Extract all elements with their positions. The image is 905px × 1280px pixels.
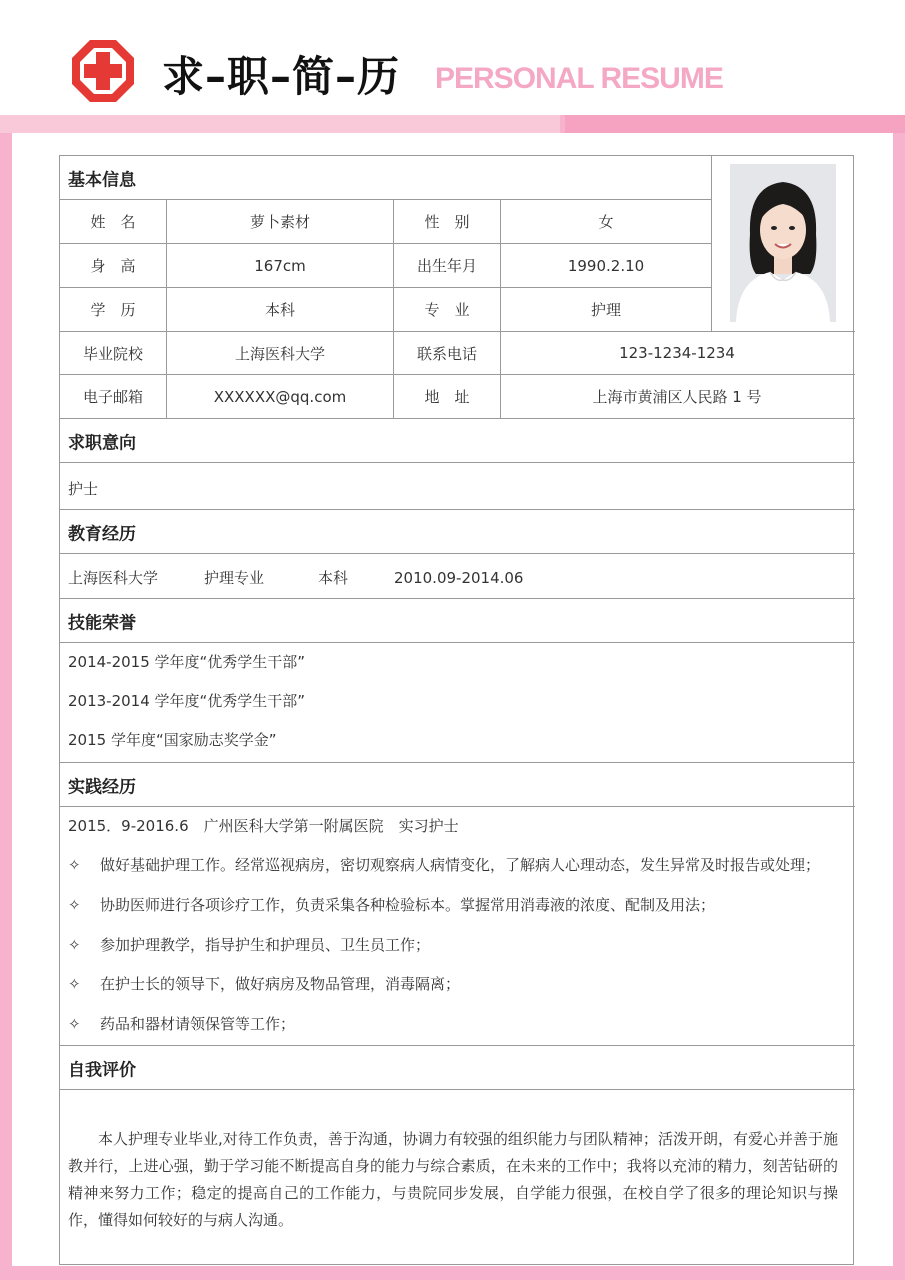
practice-item: ✧ 做好基础护理工作。经常巡视病房，密切观察病人病情变化，了解病人心理动态，发生异常及时报告或处理；	[68, 856, 821, 874]
row-degree-major	[60, 288, 712, 332]
resume-title: 求–职–简–历	[162, 52, 401, 101]
row-height-birth	[60, 244, 712, 288]
self-eval-text: 本人护理专业毕业,对待工作负责，善于沟通，协调力有较强的组织能力与团队精神；活泼开朗，有爱心并善于施教并行，上进心强，勤于学习能不断提高自身的能力与综合素质，在未来的工作中；我将以充沛的精力，刻苦钻研的精神来努力工作；稳定的提高自己的工作能力，与贵院同步发展，自学能力很强，在校自学了很多的理论知识与操作，懂得如何较好的与病人沟通。	[68, 1130, 838, 1229]
education-major: 护理专业	[204, 569, 265, 587]
self-eval-body	[60, 1090, 855, 1264]
gender-value: 女	[598, 213, 614, 231]
school-label: 毕业院校	[82, 344, 143, 363]
section-title-education: 教育经历	[68, 524, 136, 544]
pink-band-left	[0, 115, 560, 133]
sparkle-bullet-icon: ✧	[68, 896, 81, 914]
sparkle-bullet-icon: ✧	[68, 856, 81, 874]
honor-item: 2014-2015 学年度“优秀学生干部”	[68, 653, 306, 671]
red-cross-icon	[68, 36, 138, 106]
resume-table	[59, 155, 854, 1265]
resume-title-english: PERSONAL RESUME	[435, 62, 723, 95]
school-value: 上海医科大学	[234, 344, 325, 363]
email-label: 电子邮箱	[82, 388, 143, 406]
birth-value: 1990.2.10	[567, 256, 645, 275]
education-line	[68, 567, 523, 588]
sparkle-bullet-icon: ✧	[68, 1015, 81, 1033]
section-title-self-eval: 自我评价	[68, 1060, 136, 1080]
intent-row	[60, 463, 855, 510]
self-eval-header	[60, 1046, 855, 1090]
phone-label: 联系电话	[416, 344, 477, 363]
address-value: 上海市黄浦区人民路 1 号	[592, 388, 762, 406]
practice-list	[60, 807, 855, 1046]
section-title-honors: 技能荣誉	[68, 613, 136, 633]
height-value: 167cm	[254, 256, 306, 275]
education-degree: 本科	[318, 569, 349, 587]
practice-item: ✧ 参加护理教学，指导护生和护理员、卫生员工作；	[68, 936, 431, 954]
intent-value: 护士	[68, 480, 99, 498]
name-value: 萝卜素材	[249, 213, 310, 231]
row-email-address	[60, 375, 855, 419]
photo-cell	[711, 156, 854, 331]
major-value: 护理	[590, 301, 621, 319]
section-title-practice: 实践经历	[68, 777, 136, 797]
height-label: 身 高	[90, 257, 136, 275]
honor-item: 2013-2014 学年度“优秀学生干部”	[68, 692, 306, 710]
name-label: 姓 名	[90, 213, 136, 231]
row-name-gender	[60, 200, 712, 244]
basic-info-header	[60, 156, 712, 200]
intent-header	[60, 419, 855, 463]
pink-band-right	[565, 115, 905, 133]
email-value: XXXXXX@qq.com	[213, 387, 347, 406]
practice-heading: 2015．9-2016.6 广州医科大学第一附属医院 实习护士	[68, 817, 459, 835]
education-header	[60, 510, 855, 554]
practice-header	[60, 763, 855, 807]
phone-value: 123-1234-1234	[619, 344, 735, 362]
education-row	[60, 554, 855, 599]
portrait-photo	[730, 164, 836, 322]
degree-value: 本科	[264, 301, 295, 319]
major-label: 专 业	[424, 301, 470, 319]
practice-item: ✧ 药品和器材请领保管等工作；	[68, 1015, 296, 1033]
education-school: 上海医科大学	[68, 569, 159, 587]
honors-list	[60, 643, 855, 763]
address-label: 地 址	[424, 388, 470, 406]
sparkle-bullet-icon: ✧	[68, 936, 81, 954]
section-title-basic: 基本信息	[68, 170, 136, 190]
honors-header	[60, 599, 855, 643]
education-period: 2010.09-2014.06	[394, 569, 524, 587]
degree-label: 学 历	[90, 301, 136, 319]
page-header	[0, 0, 905, 115]
sparkle-bullet-icon: ✧	[68, 975, 81, 993]
honor-item: 2015 学年度“国家励志奖学金”	[68, 731, 277, 749]
practice-item: ✧ 在护士长的领导下，做好病房及物品管理，消毒隔离；	[68, 975, 461, 993]
birth-label: 出生年月	[416, 257, 477, 275]
gender-label: 性 别	[424, 213, 470, 231]
row-school-phone	[60, 331, 855, 375]
section-title-intent: 求职意向	[68, 433, 136, 453]
practice-item: ✧ 协助医师进行各项诊疗工作，负责采集各种检验标本。掌握常用消毒液的浓度、配制及用法；	[68, 896, 716, 914]
